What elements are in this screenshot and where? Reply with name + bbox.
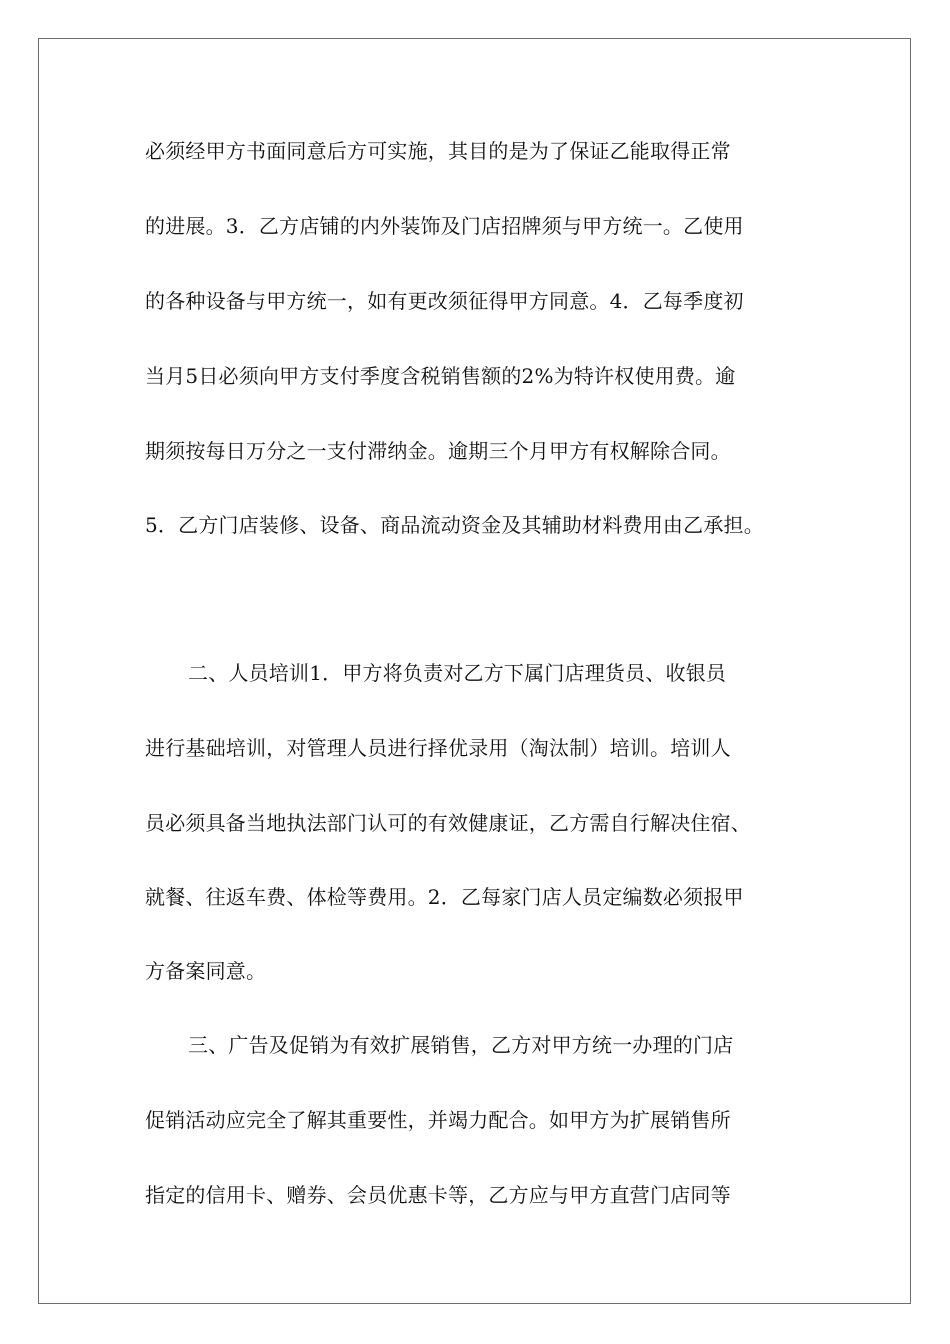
- text-line: 就餐、往返车费、体检等费用。2．乙每家门店人员定编数必须报甲: [145, 885, 744, 909]
- text-line: 促销活动应完全了解其重要性，并竭力配合。如甲方为扩展销售所: [145, 1108, 731, 1132]
- text-line: 员必须具备当地执法部门认可的有效健康证，乙方需自行解决住宿、: [145, 811, 751, 835]
- text-line: 5．乙方门店装修、设备、商品流动资金及其辅助材料费用由乙承担。: [145, 513, 764, 537]
- text-line: 的进展。3．乙方店铺的内外装饰及门店招牌须与甲方统一。乙使用: [145, 214, 744, 238]
- text-line: 方备案同意。: [145, 959, 267, 983]
- text-line: 进行基础培训，对管理人员进行择优录用（淘汰制）培训。培训人: [145, 736, 731, 760]
- text-line: 当月5日必须向甲方支付季度含税销售额的2%为特许权使用费。逾: [145, 364, 736, 388]
- text-line: 的各种设备与甲方统一，如有更改须征得甲方同意。4．乙每季度初: [145, 289, 744, 313]
- text-line: 期须按每日万分之一支付滞纳金。逾期三个月甲方有权解除合同。: [145, 439, 731, 463]
- section-heading-line: 三、广告及促销为有效扩展销售，乙方对甲方统一办理的门店: [188, 1033, 734, 1057]
- section-heading-line: 二、人员培训1．甲方将负责对乙方下属门店理货员、收银员: [188, 661, 727, 685]
- text-line: 必须经甲方书面同意后方可实施，其目的是为了保证乙能取得正常: [145, 139, 731, 163]
- text-line: 指定的信用卡、赠券、会员优惠卡等，乙方应与甲方直营门店同等: [145, 1183, 731, 1207]
